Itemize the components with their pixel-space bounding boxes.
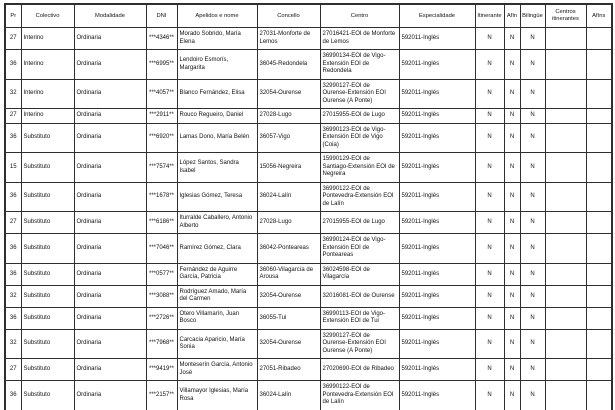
cell-concello: 32054-Ourense [257,79,320,109]
cell-afin: N [504,263,520,285]
cell-dni: ***6995** [146,50,177,80]
cell-concello: 36024-Lalín [257,182,320,212]
cell-apelidos-e-nome: Villamayor Iglesias, María Rosa [177,381,257,410]
cell-apelidos-e-nome: Lamas Dono, María Belén [177,123,257,153]
cell-itinerante: N [475,234,504,264]
cell-colectivo: Substituto [21,359,74,381]
cell-centro: 36990122-EOI de Pontevedra-Extensión EOI de Lalín [320,182,399,212]
cell-afins [586,263,612,285]
cell-bilingue: N [520,123,545,153]
cell-dni: ***2157** [146,381,177,410]
table-row [5,28,612,50]
cell-centros-itinerantes [545,153,586,183]
cell-pr: 27 [5,359,21,381]
table-row [5,109,612,124]
table-body [5,28,612,410]
cell-itinerante: N [475,50,504,80]
cell-afin: N [504,109,520,124]
cell-pr: 27 [5,212,21,234]
cell-colectivo: Substituto [21,234,74,264]
cell-colectivo: Substituto [21,263,74,285]
cell-dni: ***7968** [146,329,177,359]
cell-itinerante: N [475,263,504,285]
cell-centro: 27020690-EOI de Ribadeo [320,359,399,381]
cell-bilingue: N [520,234,545,264]
cell-centro: 36024598-EOI de Vilagarcía [320,263,399,285]
cell-colectivo: Substituto [21,153,74,183]
cell-afins [586,234,612,264]
cell-centros-itinerantes [545,263,586,285]
cell-itinerante: N [475,359,504,381]
cell-afin: N [504,381,520,410]
cell-afins [586,182,612,212]
cell-especialidade: 592011-Inglés [399,285,475,307]
cell-dni: ***0577** [146,263,177,285]
cell-colectivo: Substituto [21,381,74,410]
table-row [5,381,612,410]
cell-especialidade: 592011-Inglés [399,381,475,410]
cell-colectivo: Substituto [21,212,74,234]
cell-colectivo: Substituto [21,329,74,359]
cell-afin: N [504,28,520,50]
cell-bilingue: N [520,79,545,109]
table-row [5,123,612,153]
cell-pr: 27 [5,109,21,124]
cell-centro: 32016081-EOI de Ourense [320,285,399,307]
cell-modalidade: Ordinaria [74,153,146,183]
cell-centro: 27015955-EOI de Lugo [320,109,399,124]
cell-itinerante: N [475,153,504,183]
table-row [5,153,612,183]
cell-afin: N [504,153,520,183]
cell-modalidade: Ordinaria [74,79,146,109]
cell-concello: 36057-Vigo [257,123,320,153]
cell-bilingue: N [520,182,545,212]
cell-apelidos-e-nome: Monteserín García, Antonio José [177,359,257,381]
cell-afin: N [504,329,520,359]
column-header-centro: Centro [320,4,399,28]
cell-modalidade: Ordinaria [74,182,146,212]
cell-concello: 36045-Redondela [257,50,320,80]
cell-centro: 36990122-EOI de Pontevedra-Extensión EOI de Lalín [320,381,399,410]
cell-centros-itinerantes [545,182,586,212]
cell-afin: N [504,212,520,234]
header-row [5,4,612,28]
table-row [5,234,612,264]
cell-especialidade: 592011-Inglés [399,28,475,50]
cell-centros-itinerantes [545,234,586,264]
cell-especialidade: 592011-Inglés [399,79,475,109]
cell-pr: 36 [5,307,21,329]
cell-apelidos-e-nome: Otero Villamarín, Juan Bosco [177,307,257,329]
cell-modalidade: Ordinaria [74,381,146,410]
cell-centro: 15990129-EOI de Santiago-Extensión EOI de Negreira [320,153,399,183]
staff-assignments-table [4,3,613,410]
cell-especialidade: 592011-Inglés [399,359,475,381]
cell-centros-itinerantes [545,381,586,410]
cell-modalidade: Ordinaria [74,28,146,50]
cell-pr: 32 [5,329,21,359]
column-header-dni: DNI [146,4,177,28]
cell-pr: 32 [5,79,21,109]
cell-concello: 27028-Lugo [257,212,320,234]
cell-concello: 15056-Negreira [257,153,320,183]
cell-centros-itinerantes [545,359,586,381]
column-header-itinerante: Itinerante [475,4,504,28]
cell-centro: 36990113-EOI de Vigo-Extensión EOI de Tui [320,307,399,329]
cell-apelidos-e-nome: Rouco Regueiro, Daniel [177,109,257,124]
cell-especialidade: 592011-Inglés [399,263,475,285]
cell-centros-itinerantes [545,79,586,109]
cell-centro: 36990124-EOI de Vigo-Extensión EOI de Ponteareas [320,234,399,264]
column-header-bilingue: Bilingüe [520,4,545,28]
cell-concello: 36024-Lalín [257,381,320,410]
cell-bilingue: N [520,212,545,234]
cell-apelidos-e-nome: Iturralde Caballero, Antonio Alberto [177,212,257,234]
cell-bilingue: N [520,307,545,329]
table-row [5,212,612,234]
cell-modalidade: Ordinaria [74,109,146,124]
cell-itinerante: N [475,285,504,307]
cell-concello: 27051-Ribadeo [257,359,320,381]
cell-afins [586,307,612,329]
cell-modalidade: Ordinaria [74,359,146,381]
cell-afins [586,28,612,50]
cell-colectivo: Interino [21,79,74,109]
cell-afins [586,329,612,359]
cell-especialidade: 592011-Inglés [399,153,475,183]
cell-colectivo: Substituto [21,307,74,329]
cell-modalidade: Ordinaria [74,285,146,307]
cell-afins [586,79,612,109]
cell-itinerante: N [475,381,504,410]
cell-apelidos-e-nome: Lendoiro Esmorís, Margarita [177,50,257,80]
cell-bilingue: N [520,153,545,183]
column-header-afins: Afíns [586,4,612,28]
cell-bilingue: N [520,329,545,359]
cell-afin: N [504,307,520,329]
cell-centros-itinerantes [545,109,586,124]
cell-pr: 15 [5,153,21,183]
cell-itinerante: N [475,212,504,234]
cell-modalidade: Ordinaria [74,234,146,264]
cell-afins [586,285,612,307]
cell-centro: 27015955-EOI de Lugo [320,212,399,234]
cell-bilingue: N [520,109,545,124]
cell-modalidade: Ordinaria [74,329,146,359]
cell-apelidos-e-nome: Fernández de Aguirre García, Patricia [177,263,257,285]
cell-afin: N [504,50,520,80]
cell-colectivo: Substituto [21,285,74,307]
cell-especialidade: 592011-Inglés [399,234,475,264]
cell-pr: 36 [5,263,21,285]
column-header-colectivo: Colectivo [21,4,74,28]
column-header-modalidade: Modalidade [74,4,146,28]
cell-modalidade: Ordinaria [74,123,146,153]
cell-afins [586,153,612,183]
cell-afins [586,381,612,410]
cell-concello: 36042-Ponteareas [257,234,320,264]
cell-dni: ***4057** [146,79,177,109]
table-row [5,285,612,307]
column-header-centros-itinerantes: Centros itinerantes [545,4,586,28]
cell-concello: 27031-Monforte de Lemos [257,28,320,50]
cell-afin: N [504,285,520,307]
cell-colectivo: Substituto [21,123,74,153]
cell-concello: 36060-Vilagarcía de Arousa [257,263,320,285]
cell-afin: N [504,79,520,109]
cell-dni: ***6920** [146,123,177,153]
cell-modalidade: Ordinaria [74,212,146,234]
cell-centros-itinerantes [545,307,586,329]
cell-pr: 32 [5,285,21,307]
cell-centro: 36990134-EOI de Vigo-Extensión EOI de Redondela [320,50,399,80]
cell-modalidade: Ordinaria [74,307,146,329]
cell-centros-itinerantes [545,212,586,234]
cell-bilingue: N [520,28,545,50]
cell-centros-itinerantes [545,329,586,359]
cell-apelidos-e-nome: López Santos, Sandra Isabel [177,153,257,183]
cell-itinerante: N [475,28,504,50]
cell-especialidade: 592011-Inglés [399,50,475,80]
cell-especialidade: 592011-Inglés [399,212,475,234]
cell-apelidos-e-nome: Morado Sobrido, María Elena [177,28,257,50]
column-header-apelidos-e-nome: Apelidos e nome [177,4,257,28]
table-row [5,263,612,285]
cell-afins [586,212,612,234]
cell-especialidade: 592011-Inglés [399,123,475,153]
column-header-concello: Concello [257,4,320,28]
cell-itinerante: N [475,307,504,329]
cell-concello: 36055-Tui [257,307,320,329]
cell-especialidade: 592011-Inglés [399,182,475,212]
table-row [5,329,612,359]
cell-afins [586,50,612,80]
cell-concello: 32054-Ourense [257,329,320,359]
table-row [5,50,612,80]
cell-dni: ***9419** [146,359,177,381]
cell-afins [586,359,612,381]
cell-especialidade: 592011-Inglés [399,329,475,359]
cell-pr: 36 [5,381,21,410]
cell-itinerante: N [475,79,504,109]
cell-apelidos-e-nome: Ramírez Gómez, Clara [177,234,257,264]
cell-colectivo: Substituto [21,182,74,212]
cell-dni: ***1678** [146,182,177,212]
table-row [5,307,612,329]
cell-apelidos-e-nome: Iglesias Gómez, Teresa [177,182,257,212]
cell-bilingue: N [520,381,545,410]
cell-afin: N [504,234,520,264]
cell-modalidade: Ordinaria [74,50,146,80]
cell-especialidade: 592011-Inglés [399,307,475,329]
column-header-especialidade: Especialidade [399,4,475,28]
cell-bilingue: N [520,50,545,80]
cell-colectivo: Interino [21,50,74,80]
cell-bilingue: N [520,263,545,285]
table-row [5,79,612,109]
cell-colectivo: Interino [21,28,74,50]
cell-dni: ***7046** [146,234,177,264]
cell-pr: 27 [5,28,21,50]
cell-dni: ***4346** [146,28,177,50]
cell-centros-itinerantes [545,123,586,153]
cell-centros-itinerantes [545,28,586,50]
cell-afin: N [504,359,520,381]
cell-afin: N [504,182,520,212]
cell-apelidos-e-nome: Rodríguez Amado, María del Carmen [177,285,257,307]
cell-especialidade: 592011-Inglés [399,109,475,124]
cell-centro: 32990127-EOI de Ourense-Extensión EOI Ourense (A Ponte) [320,329,399,359]
cell-bilingue: N [520,359,545,381]
column-header-pr: Pr [5,4,21,28]
cell-centro: 27016421-EOI de Monforte de Lemos [320,28,399,50]
table-row [5,359,612,381]
cell-pr: 36 [5,123,21,153]
cell-pr: 36 [5,50,21,80]
cell-apelidos-e-nome: Carcacia Aparicio, María Sonia [177,329,257,359]
cell-dni: ***2911** [146,109,177,124]
cell-centro: 32990127-EOI de Ourense-Extensión EOI Ourense (A Ponte) [320,79,399,109]
cell-bilingue: N [520,285,545,307]
cell-colectivo: Interino [21,109,74,124]
cell-dni: ***2726** [146,307,177,329]
cell-concello: 32054-Ourense [257,285,320,307]
column-header-afin: Afín [504,4,520,28]
cell-itinerante: N [475,109,504,124]
cell-dni: ***6186** [146,212,177,234]
cell-centros-itinerantes [545,285,586,307]
cell-apelidos-e-nome: Blanco Fernández, Elisa [177,79,257,109]
cell-itinerante: N [475,329,504,359]
cell-concello: 27028-Lugo [257,109,320,124]
cell-pr: 36 [5,234,21,264]
cell-afins [586,123,612,153]
cell-pr: 36 [5,182,21,212]
cell-centro: 36990123-EOI de Vigo-Extensión EOI de Vigo (Coia) [320,123,399,153]
cell-itinerante: N [475,182,504,212]
table-row [5,182,612,212]
cell-dni: ***3088** [146,285,177,307]
cell-dni: ***7574** [146,153,177,183]
cell-afins [586,109,612,124]
cell-afin: N [504,123,520,153]
cell-itinerante: N [475,123,504,153]
cell-centros-itinerantes [545,50,586,80]
cell-modalidade: Ordinaria [74,263,146,285]
